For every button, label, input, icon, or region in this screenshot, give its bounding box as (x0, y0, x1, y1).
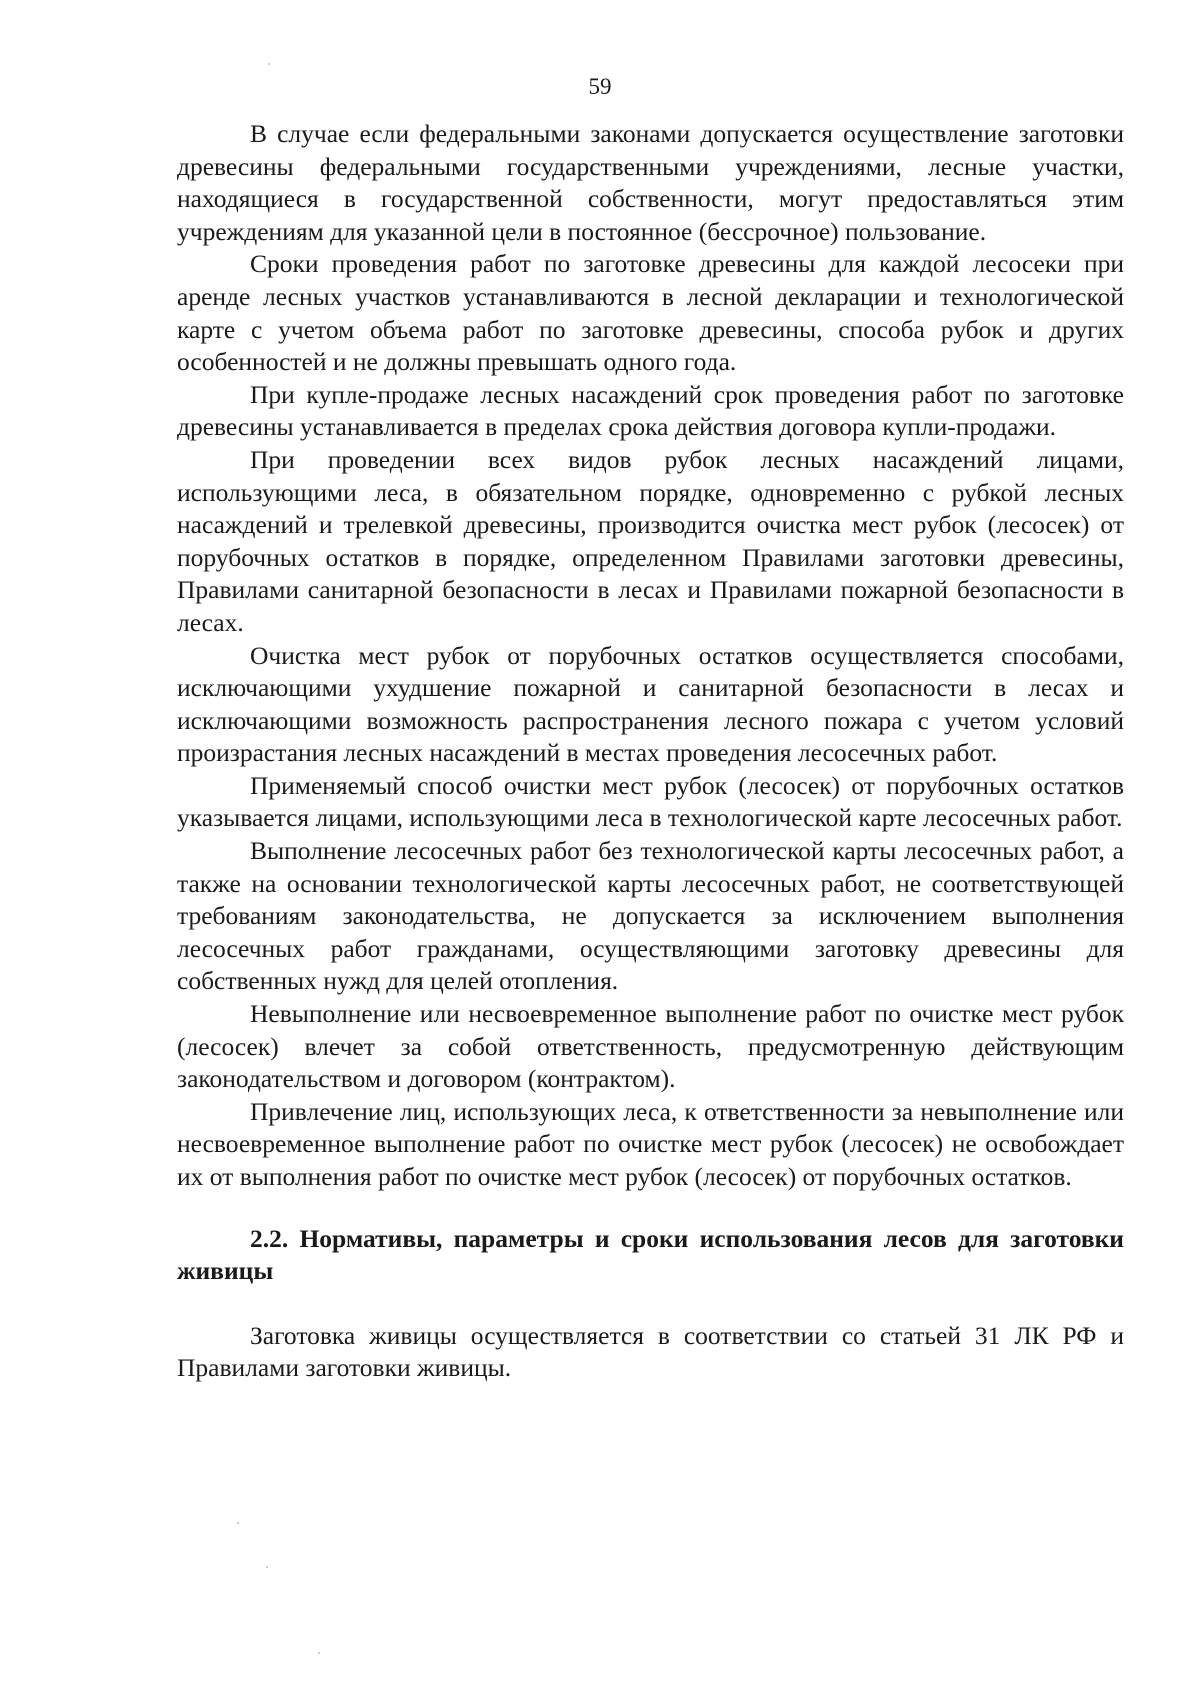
scan-speck (266, 1566, 268, 1568)
paragraph-cleaning-methods: Очистка мест рубок от порубочных остатков осуществляется способами, исключающими ухудшение пожарной и санитарной безопасности в лесах и исключающими возможность распространения лесного пожара с учетом условий произрастания лесных насаждений в местах проведения лесосечных работ. (177, 640, 1124, 768)
paragraph-technological-map: Выполнение лесосечных работ без технологической карты лесосечных работ, а также на основании технологической карты лесосечных работ, не соответствующей требованиям законодательства, не допускается за исключением выполнения лесосечных работ гражданами, осуществляющими заготовку древесины для собственных нужд для целей отопления. (177, 836, 1124, 996)
paragraph-sale-purchase: При купле-продаже лесных насаждений срок проведения работ по заготовке древесины устанавливается в пределах срока действия договора купли-продажи. (177, 379, 1124, 442)
paragraph-work-deadlines: Сроки проведения работ по заготовке древесины для каждой лесосеки при аренде лесных участков устанавливаются в лесной декларации и технологической карте с учетом объема работ по заготовке древесины, способа рубок и других особенностей и не должны превышать одного года. (177, 249, 1124, 377)
paragraph-no-release: Привлечение лиц, использующих леса, к ответственности за невыполнение или несвоевременное выполнение работ по очистке мест рубок (лесосек) не освобождает их от выполнения работ по очистке мест рубок (лесосек) от порубочных остатков. (177, 1096, 1124, 1191)
section-heading: 2.2. Нормативы, параметры и сроки использования лесов для заготовки живицы (177, 1223, 1124, 1286)
document-body (177, 118, 1124, 1385)
paragraph-resin-harvesting: Заготовка живицы осуществляется в соответствии со статьей 31 ЛК РФ и Правилами заготовки живицы. (177, 1320, 1124, 1383)
paragraph-federal-institutions: В случае если федеральными законами допускается осуществление заготовки древесины федеральными государственными учреждениями, лесные участки, находящиеся в государственной собственности, могут предоставляться этим учреждениям для указанной цели в постоянное (бессрочное) пользование. (177, 119, 1124, 246)
paragraph-responsibility: Невыполнение или несвоевременное выполнение работ по очистке мест рубок (лесосек) влечет за собой ответственность, предусмотренную действующим законодательством и договором (контрактом). (177, 999, 1124, 1094)
scan-speck (237, 1522, 239, 1524)
paragraph-cleaning-method-specified: Применяемый способ очистки мест рубок (лесосек) от порубочных остатков указывается лицами, использующими леса в технологической карте лесосечных работ. (177, 770, 1124, 833)
page-number: 59 (588, 74, 612, 99)
scan-speck (318, 1652, 320, 1654)
scan-speck (268, 63, 270, 65)
paragraph-cleaning-required: При проведении всех видов рубок лесных насаждений лицами, использующими леса, в обязательном порядке, одновременно с рубкой лесных насаждений и трелевкой древесины, производится очистка мест рубок (лесосек) от порубочных остатков в порядке, определенном Правилами заготовки древесины, Правилами санитарной безопасности в лесах и Правилами пожарной безопасности в лесах. (177, 444, 1124, 637)
